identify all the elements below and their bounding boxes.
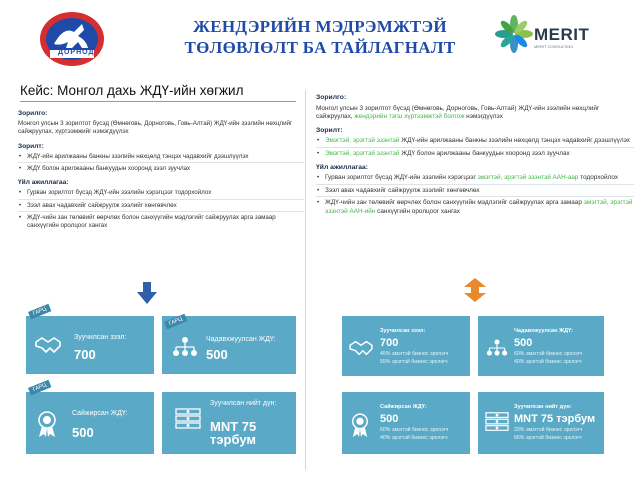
left-objective-item: • ЖДҮ болон арилжааны банкуудын хооронд зээл зуучлах (18, 165, 304, 173)
arrow-up-down-icon (464, 278, 486, 302)
people-network-icon (486, 338, 508, 358)
dornod-logo (38, 10, 106, 68)
card-sub-men: 66% эрэгтэй бизнес эрхлэгч (514, 435, 582, 441)
left-objective-item: • ЖДҮ-ийн арилжааны банкны зээлийн нөхцөлд тэнцэх чадавхийг дээшлүүлэх (18, 153, 304, 163)
right-objective-text: ЖДҮ болон арилжааны банкуудын хооронд зээл зуучлах (399, 149, 570, 157)
card-value: 500 (514, 337, 533, 349)
people-network-icon (172, 336, 198, 358)
card-label: Чадавхжуулсан ЖДҮ: (514, 328, 574, 334)
card-label: Зуучилсан нийт дүн: (514, 404, 572, 410)
vertical-divider (305, 90, 306, 470)
card-value: 700 (380, 337, 399, 349)
card-label: Сайжирсан ЖДҮ: (72, 410, 128, 417)
case-title-underline (20, 101, 296, 102)
card-value: 500 (72, 425, 94, 440)
left-activity-item: • Зээл авах чадавхийг сайжруулж зээлийг хөнгөвчлөх (18, 202, 304, 212)
right-card-total (478, 392, 604, 454)
right-card-loans (342, 316, 470, 376)
gender-highlight: Эмэгтэй, эрэгтэй эзэнтэй (325, 149, 400, 157)
card-value: 700 (74, 347, 96, 362)
left-activities-heading: Үйл ажиллагаа: (18, 179, 69, 187)
merit-logo-subtext: MERIT CONSULTING (534, 44, 574, 49)
card-label: Зуучилсан нийт дүн: (210, 400, 277, 407)
gender-highlight: эмэгтэй, эрэгтэй эзэнтэй ААН-аар (477, 174, 579, 182)
left-panel (18, 106, 304, 290)
left-activity-item: • Гурван зорилтот бүсэд ЖДҮ-ийн зээлийн хэрэгцээг тодорхойлох (18, 189, 304, 199)
card-sub-women: 60% эмэгтэй бизнес эрхлэгч (380, 427, 449, 433)
money-stack-icon (484, 410, 510, 434)
left-goal-heading: Зорилго: (18, 110, 48, 117)
arrow-down-icon (137, 282, 157, 304)
dornod-logo-text: ДОРНОД (58, 49, 95, 56)
left-objectives-heading: Зорилт: (18, 142, 44, 150)
card-label: Зуучилсан зээл: (74, 334, 127, 341)
card-value: 500 (380, 413, 399, 425)
gender-highlight: Эмэгтэй, эрэгтэй эзэнтэй (325, 137, 400, 145)
award-ribbon-icon (350, 412, 370, 438)
merit-flower-icon (494, 10, 534, 58)
gender-highlight: эмэгтэй, эрэгтэй эзэнтэй ААН-ийн (325, 199, 633, 215)
header (0, 0, 640, 70)
right-panel (316, 94, 634, 274)
left-goal-text: Монгол улсын 3 зорилтот бүсэд (Өмнөговь, Дорноговь, Говь-Алтай) ЖДҮ-ийн зээлийн нөхцлийг сайжруулах, хүртээмжийг нэмэгдүүлэх (18, 120, 293, 136)
card-sub-women: 45% эмэгтэй бизнес эрхлэгч (380, 351, 449, 357)
card-sub-women: 33% эмэгтэй бизнес эрхлэгч (514, 427, 583, 433)
card-label: Сайжирсан ЖДҮ: (380, 404, 427, 410)
card-sub-men: 40% эрэгтэй бизнес эрхлэгч (514, 359, 582, 365)
left-card-loans (26, 306, 154, 374)
case-title: Кейс: Монгол дахь ЖДҮ-ийн хөгжил (20, 83, 244, 98)
card-label: Зуучилсан зээл: (380, 328, 426, 334)
money-stack-icon (174, 406, 202, 432)
gender-highlight: жендэрийн тэгш хүртээмжтэй болгож (354, 113, 465, 121)
output-tag: ГАРЦ (164, 314, 187, 330)
left-activity-item: • ЖДҮ-чийн зан төлөвийг өөрчлөх болон санхүүгийн мэдлэгийг сайжруулах арга замаар санхүүгийн оролцоог хангах (18, 214, 304, 230)
handshake-icon (348, 338, 374, 358)
right-activity-text: санхүүгийн оролцоог хангах (375, 207, 461, 215)
right-card-improved (342, 392, 470, 454)
right-objective-text: ЖДҮ-ийн арилжааны банкны зээлийн нөхцөлд тэнцэх чадавхийг дээшлүүлэх (399, 137, 630, 145)
output-tag: ГАРЦ (28, 380, 51, 396)
left-card-total (162, 392, 296, 454)
card-value: MNT 75 тэрбум (514, 413, 596, 425)
right-activity-item (316, 199, 634, 216)
page-title (150, 16, 490, 58)
right-activity-item: • Зээл авах чадавхийг сайжруулж зээлийг хөнгөвчлөх (316, 187, 634, 198)
handshake-icon (34, 334, 62, 356)
right-objective-item (316, 150, 634, 159)
card-sub-men: 55% эрэгтэй бизнес эрхлэгч (380, 359, 448, 365)
right-objective-item (316, 137, 634, 148)
right-goal-text-part: нэмэгдүүлэх (464, 113, 503, 121)
right-objectives-heading: Зорилт: (316, 126, 343, 134)
card-sub-women: 60% эмэгтэй бизнес эрхлэгч (514, 351, 583, 357)
card-value: 500 (206, 347, 228, 362)
right-activity-text: ЖДҮ-чийн зан төлөвийг өөрчлөх болон санхүүгийн мэдлэгийг сайжруулах арга замаар (325, 199, 584, 207)
right-goal-heading: Зорилго: (316, 94, 347, 101)
output-tag: ГАРЦ (28, 304, 51, 320)
card-value: MNT 75 тэрбум (210, 419, 257, 447)
right-goal-text-part: Монгол улсын 3 зорилтот бүсэд (Өмнөговь, Дорноговь, Говь-Алтай) ЖДҮ-ийн зээлийн нөхцлийг сайжруулах, (316, 104, 600, 121)
left-card-improved (26, 382, 154, 454)
right-activity-text: Гурван зорилтот бүсэд ЖДҮ-ийн зээлийн хэрэгцээг (325, 174, 478, 182)
merit-logo-text: MERIT (534, 25, 590, 44)
left-card-capacity (162, 316, 296, 374)
card-label: Чадавхжуулсан ЖДҮ: (206, 336, 276, 343)
dornod-emblem-icon (38, 10, 106, 68)
right-goal-text (316, 105, 634, 122)
title-line-2: ТӨЛӨВЛӨЛТ БА ТАЙЛАГНАЛТ (184, 38, 456, 57)
right-activities-heading: Үйл ажиллагаа: (316, 163, 369, 171)
right-card-capacity (478, 316, 604, 376)
right-activity-text: тодорхойлох (578, 174, 619, 182)
card-sub-men: 40% эрэгтэй бизнес эрхлэгч (380, 435, 448, 441)
merit-logo (494, 10, 598, 58)
title-line-1: ЖЕНДЭРИЙН МЭДРЭМЖТЭЙ (193, 17, 447, 36)
award-ribbon-icon (36, 410, 58, 438)
right-activity-item (316, 174, 634, 185)
